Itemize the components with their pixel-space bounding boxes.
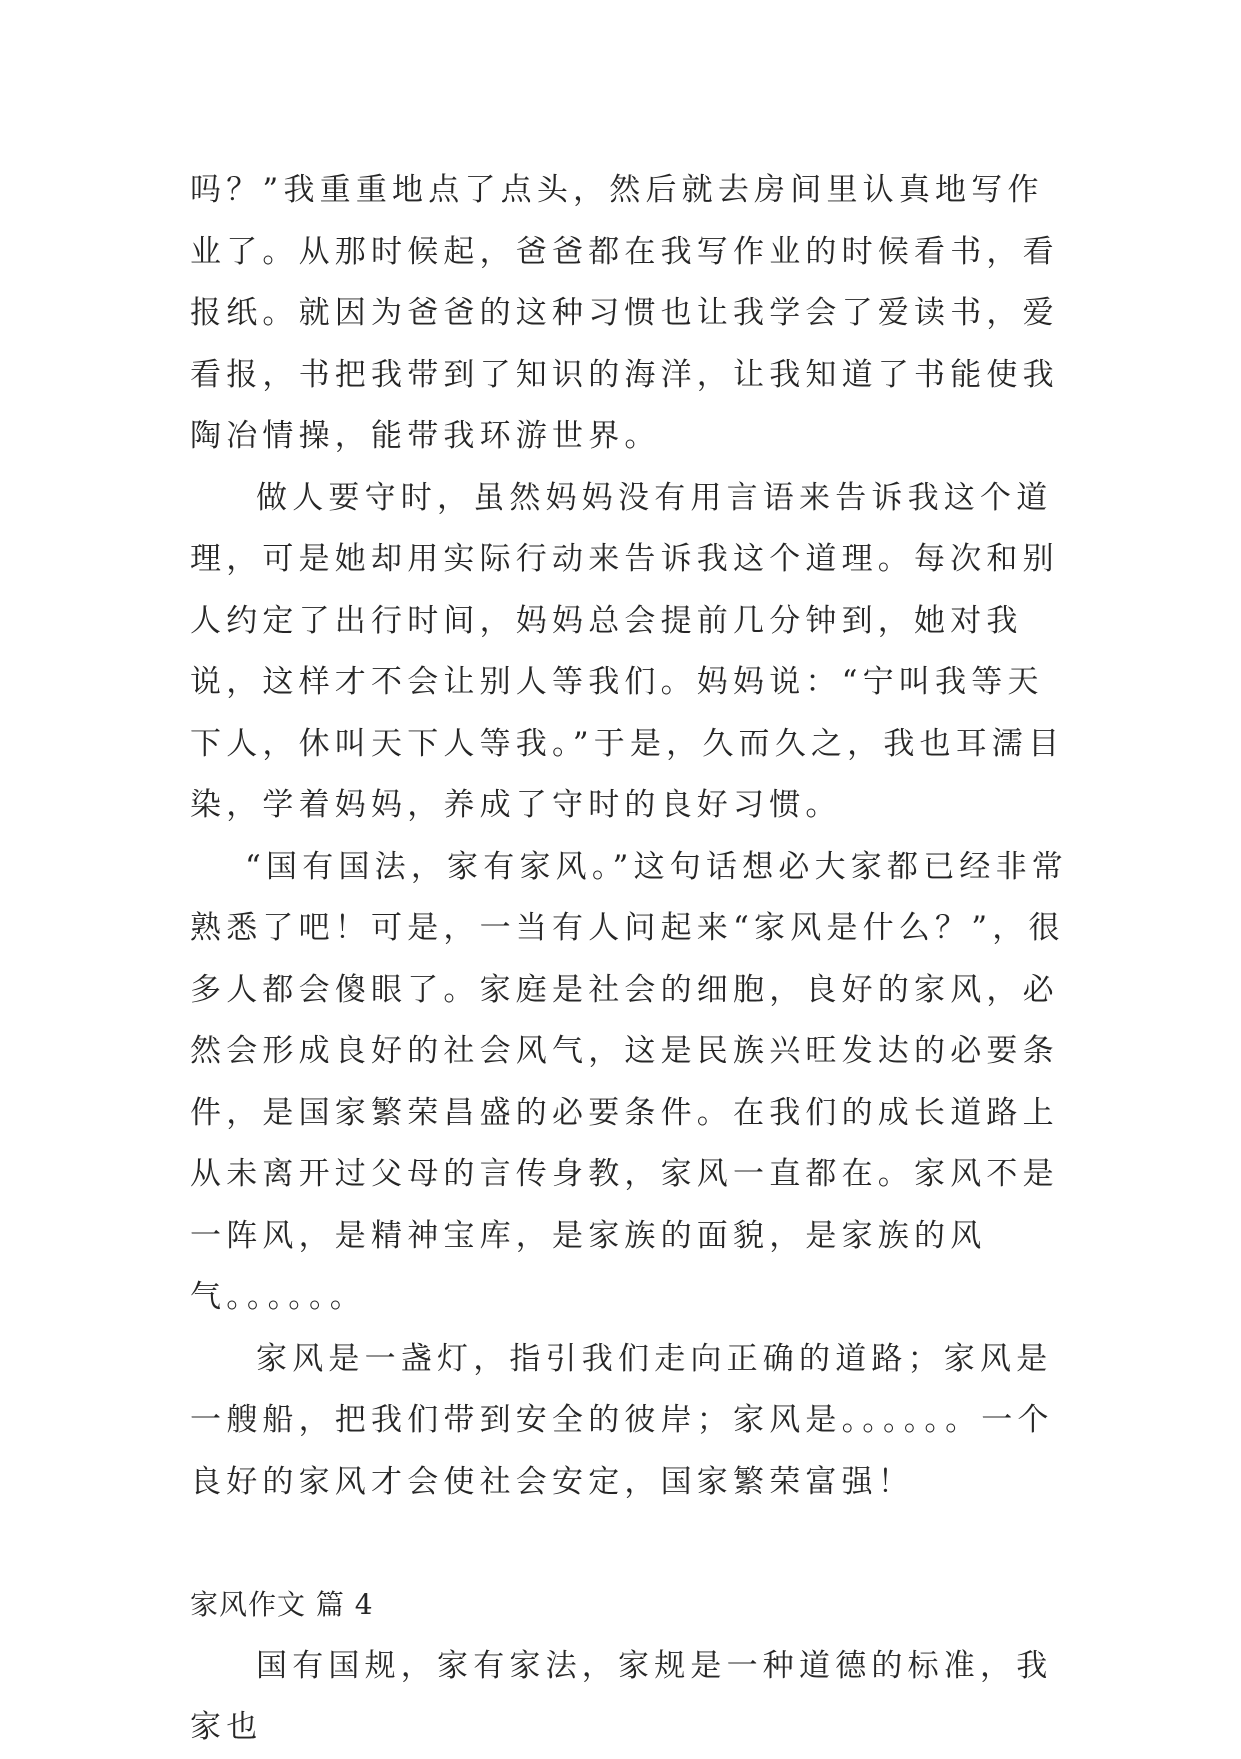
paragraph-punctuality: 做人要守时，虽然妈妈没有用言语来告诉我这个道理，可是她却用实际行动来告诉我这个道理。每次和别人约定了出行时间，妈妈总会提前几分钟到，她对我说，这样才不会让别人等我们。妈妈说：“宁叫我等天下人，休叫天下人等我。”于是，久而久之，我也耳濡目染，学着妈妈，养成了守时的良好习惯。 (190, 479, 1065, 823)
document-body (190, 160, 1070, 1759)
paragraph-family-lamp: 家风是一盏灯，指引我们走向正确的道路；家风是一艘船，把我们带到安全的彼岸；家风是。。。。。。一个良好的家风才会使社会安定，国家繁荣富强！ (190, 1340, 1054, 1500)
section-spacer (190, 1513, 1070, 1574)
paragraph-family-tradition: “国有国法，家有家风。”这句话想必大家都已经非常熟悉了吧！可是，一当有人问起来“家风是什么？”，很多人都会傻眼了。家庭是社会的细胞，良好的家风，必然会形成良好的社会风气，这是民族兴旺发达的必要条件，是国家繁荣昌盛的必要条件。在我们的成长道路上从未离开过父母的言传身教，家风一直都在。家风不是一阵风，是精神宝库，是家族的面貌，是家族的风气。。。。。。 (190, 848, 1068, 1315)
paragraph-section-start: 国有国规，家有家法，家规是一种道德的标准，我家也 (190, 1647, 1053, 1745)
section-heading: 家风作文 篇 4 (190, 1588, 374, 1621)
paragraph-continuation: 吗？”我重重地点了点头，然后就去房间里认真地写作业了。从那时候起，爸爸都在我写作业的时候看书，看报纸。就因为爸爸的这种习惯也让我学会了爱读书，爱看报，书把我带到了知识的海洋，让我知道了书能使我陶冶情操，能带我环游世界。 (190, 172, 1059, 454)
